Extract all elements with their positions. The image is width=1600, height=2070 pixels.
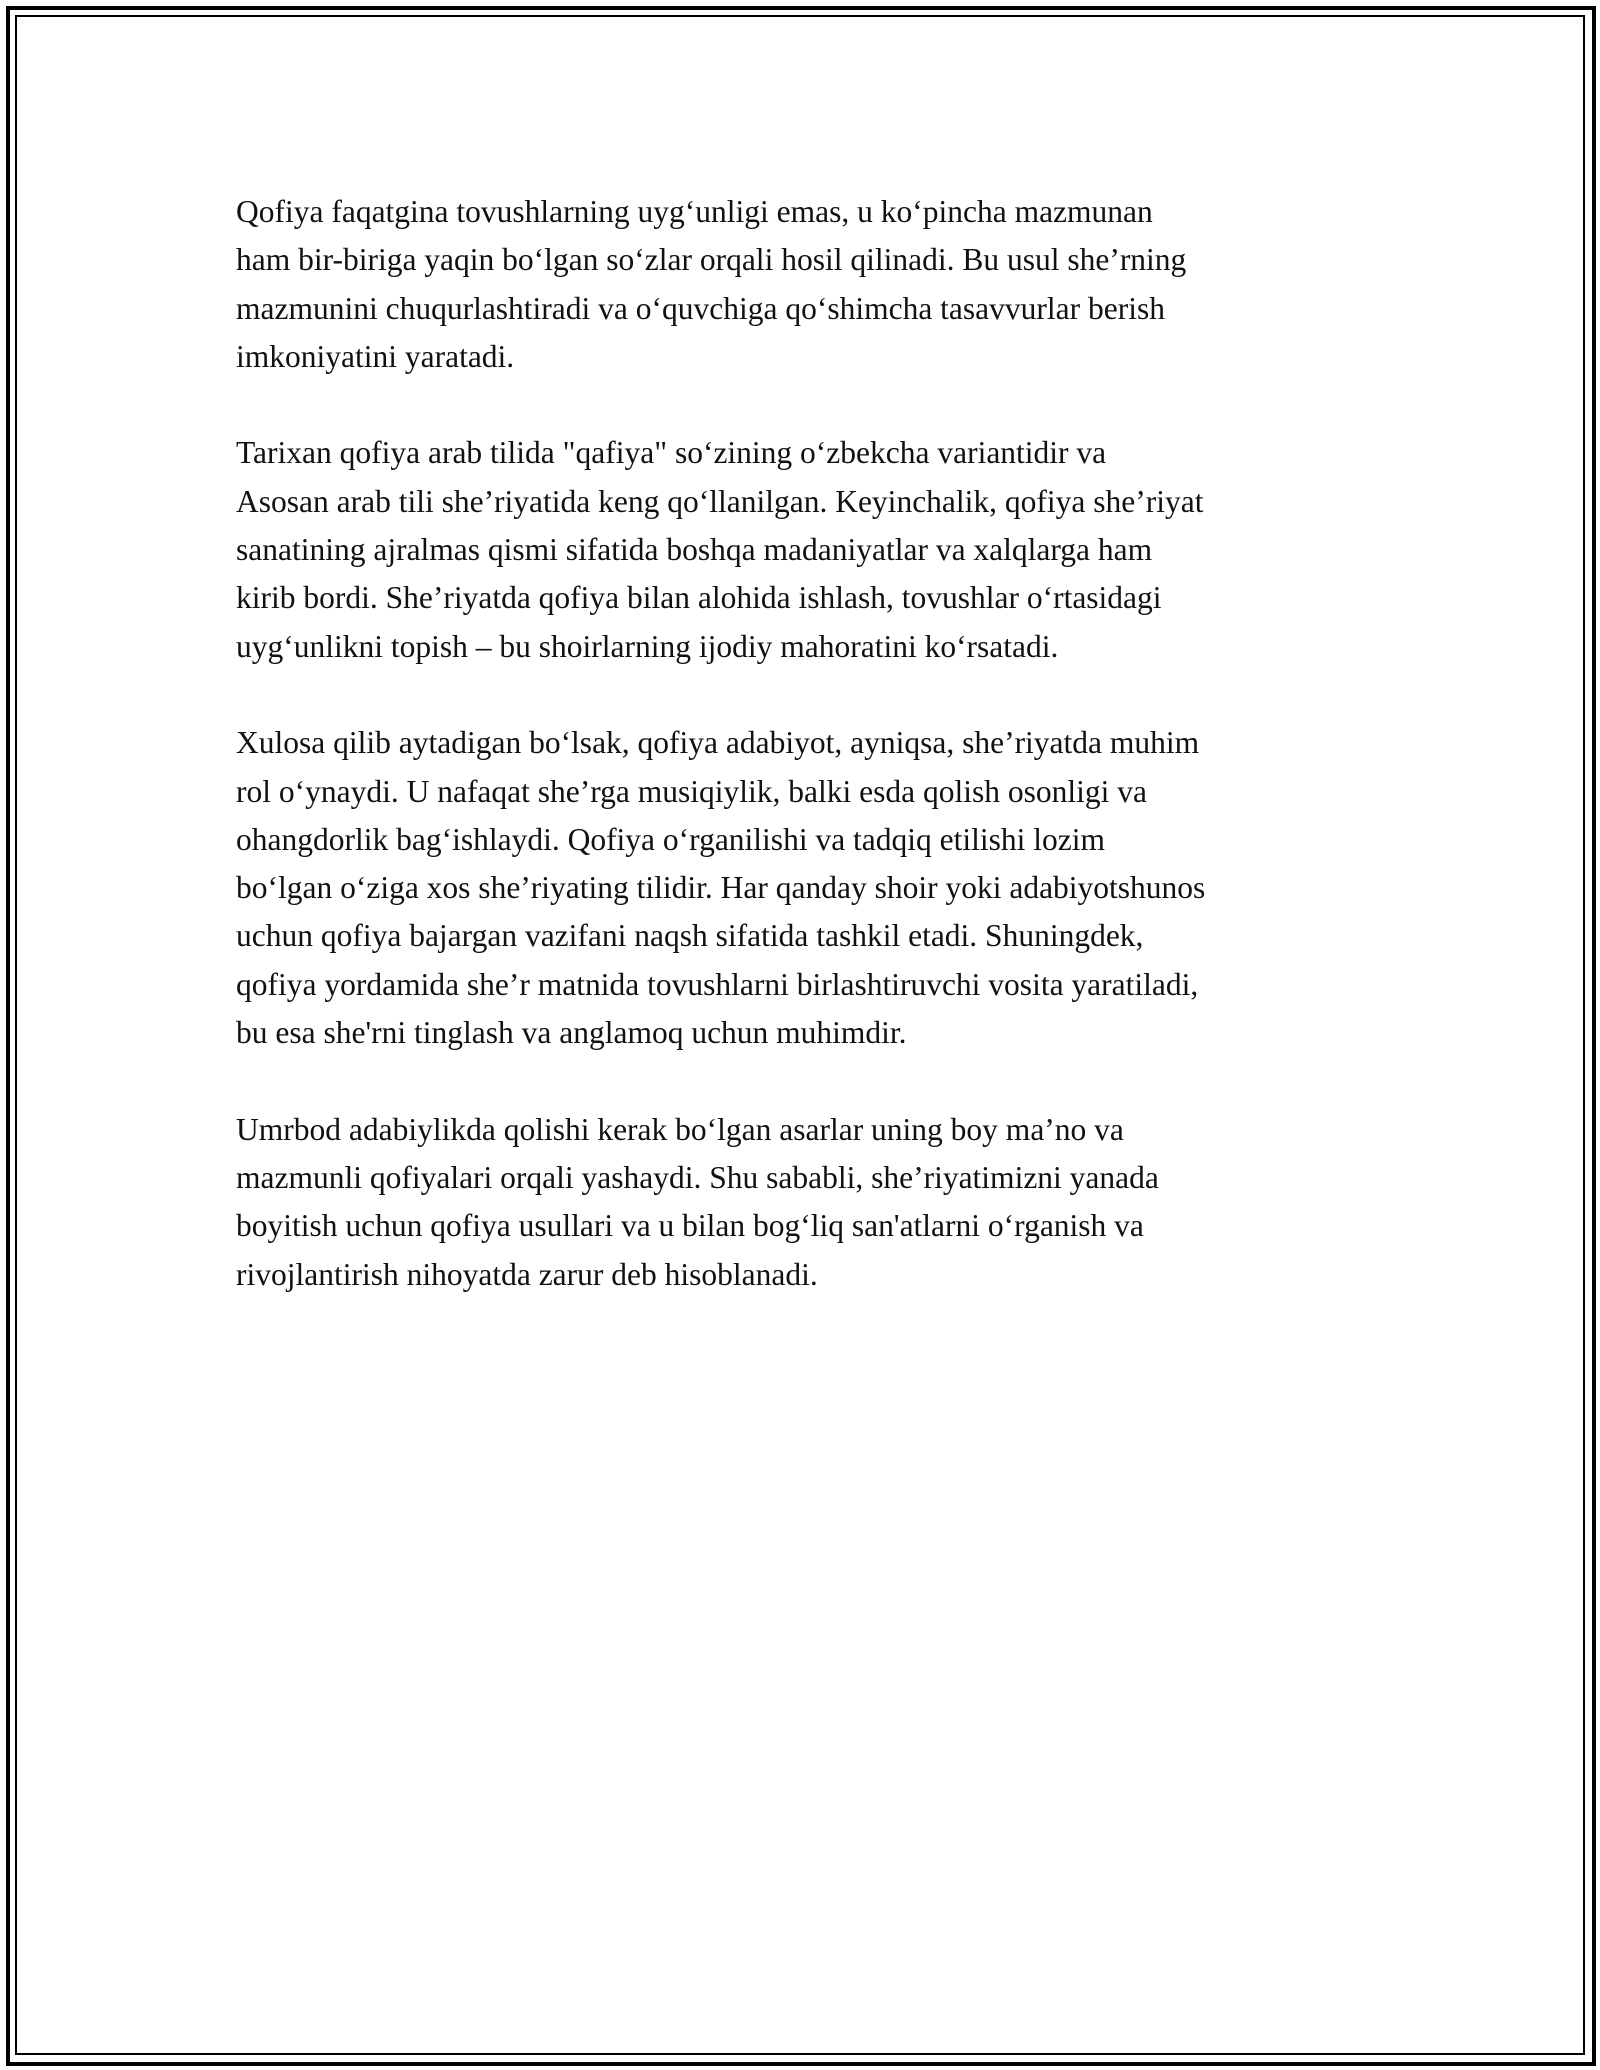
text-line: rivojlantirish nihoyatda zarur deb hisoblanadi. [236, 1256, 818, 1292]
text-line: kirib bordi. She’riyatda qofiya bilan alohida ishlash, tovushlar o‘rtasidagi [236, 580, 1162, 616]
text-line: uchun qofiya bajargan vazifani naqsh sifatida tashkil etadi. Shuningdek, [236, 918, 1144, 954]
document-body [236, 188, 1371, 1347]
paragraph-1 [236, 188, 1371, 381]
paragraph-3 [236, 719, 1371, 1057]
text-line: mazmunini chuqurlashtiradi va o‘quvchiga qo‘shimcha tasavvurlar berish [236, 290, 1165, 326]
text-line: bu esa she'rni tinglash va anglamoq uchun muhimdir. [236, 1015, 907, 1051]
text-line: mazmunli qofiyalari orqali yashaydi. Shu sababli, she’riyatimizni yanada [236, 1159, 1159, 1195]
text-line: Asosan arab tili she’riyatida keng qo‘llanilgan. Keyinchalik, qofiya she’riyat [236, 483, 1204, 519]
text-line: bo‘lgan o‘ziga xos she’riyating tilidir. Har qanday shoir yoki adabiyotshunos [236, 870, 1206, 906]
text-line: rol o‘ynaydi. U nafaqat she’rga musiqiylik, balki esda qolish osonligi va [236, 773, 1148, 809]
text-line: Xulosa qilib aytadigan bo‘lsak, qofiya adabiyot, ayniqsa, she’riyatda muhim [236, 725, 1200, 761]
text-line: Qofiya faqatgina tovushlarning uyg‘unligi emas, u ko‘pincha mazmunan [236, 194, 1153, 229]
text-line: boyitish uchun qofiya usullari va u bilan bog‘liq san'atlarni o‘rganish va [236, 1208, 1144, 1244]
paragraph-2 [236, 429, 1371, 670]
text-line: Umrbod adabiylikda qolishi kerak bo‘lgan asarlar uning boy ma’no va [236, 1111, 1124, 1147]
text-line: sanatining ajralmas qismi sifatida boshqa madaniyatlar va xalqlarga ham [236, 532, 1153, 568]
paragraph-4 [236, 1106, 1371, 1299]
text-line: imkoniyatini yaratadi. [236, 338, 515, 374]
text-line: qofiya yordamida she’r matnida tovushlarni birlashtiruvchi vosita yaratiladi, [236, 966, 1199, 1002]
text-line: ohangdorlik bag‘ishlaydi. Qofiya o‘rganilishi va tadqiq etilishi lozim [236, 821, 1106, 857]
text-line: ham bir-biriga yaqin bo‘lgan so‘zlar orqali hosil qilinadi. Bu usul she’rning [236, 242, 1187, 278]
text-line: Tarixan qofiya arab tilida "qafiya" so‘zining o‘zbekcha variantidir va [236, 435, 1107, 471]
text-line: uyg‘unlikni topish – bu shoirlarning ijodiy mahoratini ko‘rsatadi. [236, 628, 1059, 664]
